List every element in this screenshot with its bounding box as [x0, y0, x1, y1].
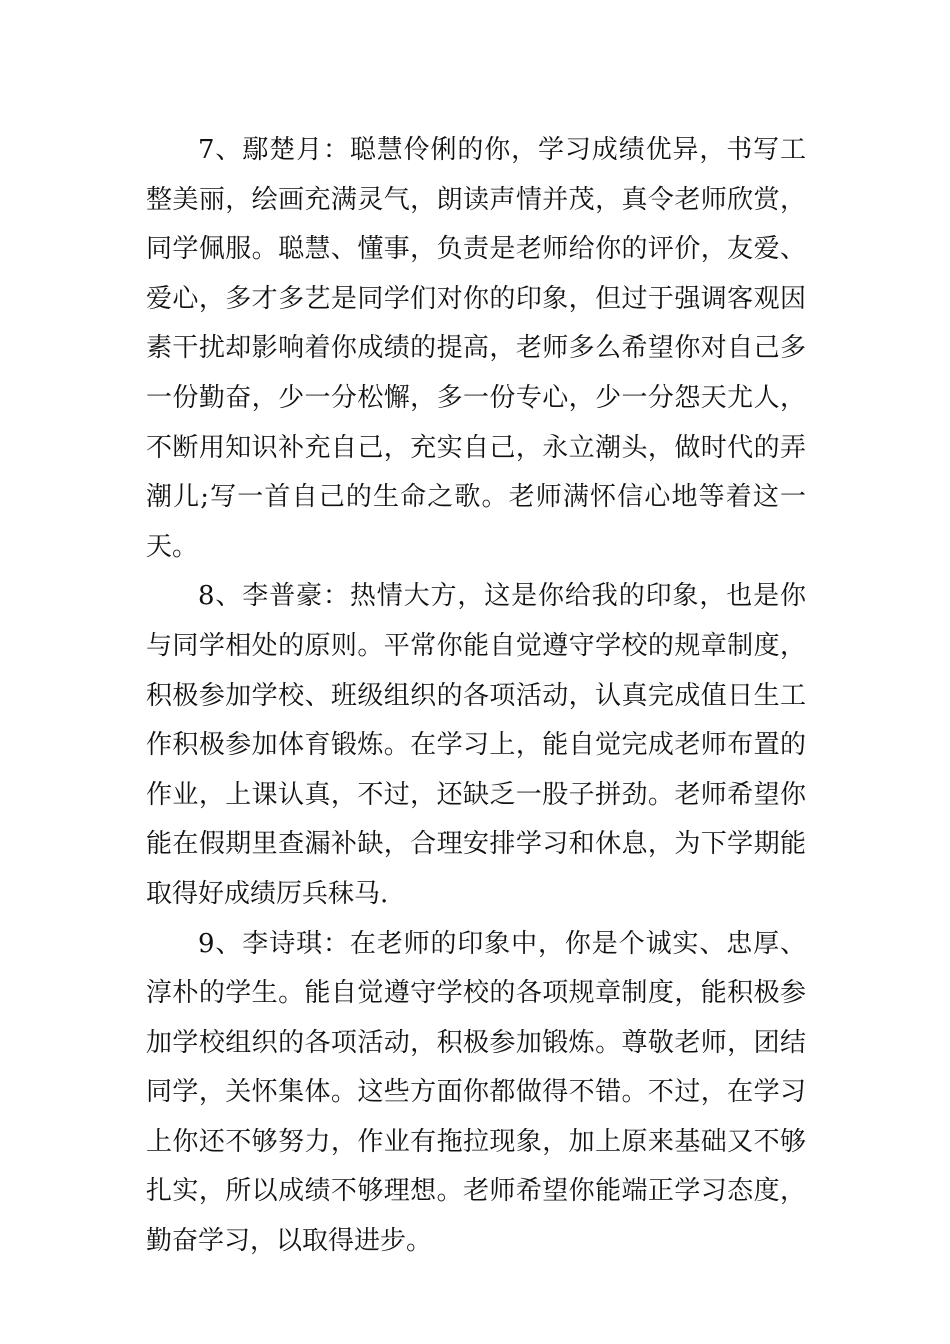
document-body: [146, 126, 806, 1267]
paragraph-comment-8: 8、李普豪：热情大方，这是你给我的印象，也是你与同学相处的原则。平常你能自觉遵守学校的规章制度，积极参加学校、班级组织的各项活动，认真完成值日生工作积极参加体育锻炼。在学习上，能自觉完成老师布置的作业，上课认真，不过，还缺乏一股子拼劲。老师希望你能在假期里查漏补缺，合理安排学习和休息，为下学期能取得好成绩厉兵秣马.: [146, 581, 806, 909]
paragraph-comment-7: 7、鄢楚月：聪慧伶俐的你，学习成绩优异，书写工整美丽，绘画充满灵气，朗读声情并茂，真令老师欣赏，同学佩服。聪慧、懂事，负责是老师给你的评价，友爱、爱心，多才多艺是同学们对你的印象，但过于强调客观因素干扰却影响着你成绩的提高，老师多么希望你对自己多一份勤奋，少一分松懈，多一份专心，少一分怨天尤人，不断用知识补充自己，充实自己，永立潮头，做时代的弄潮儿;写一首自己的生命之歌。老师满怀信心地等着这一天。: [146, 135, 806, 562]
paragraph-comment-9: 9、李诗琪：在老师的印象中，你是个诚实、忠厚、淳朴的学生。能自觉遵守学校的各项规章制度，能积极参加学校组织的各项活动，积极参加锻炼。尊敬老师，团结同学，关怀集体。这些方面你都做得不错。不过，在学习上你还不够努力，作业有拖拉现象，加上原来基础又不够扎实，所以成绩不够理想。老师希望你能端正学习态度，勤奋学习，以取得进步。: [146, 928, 806, 1257]
